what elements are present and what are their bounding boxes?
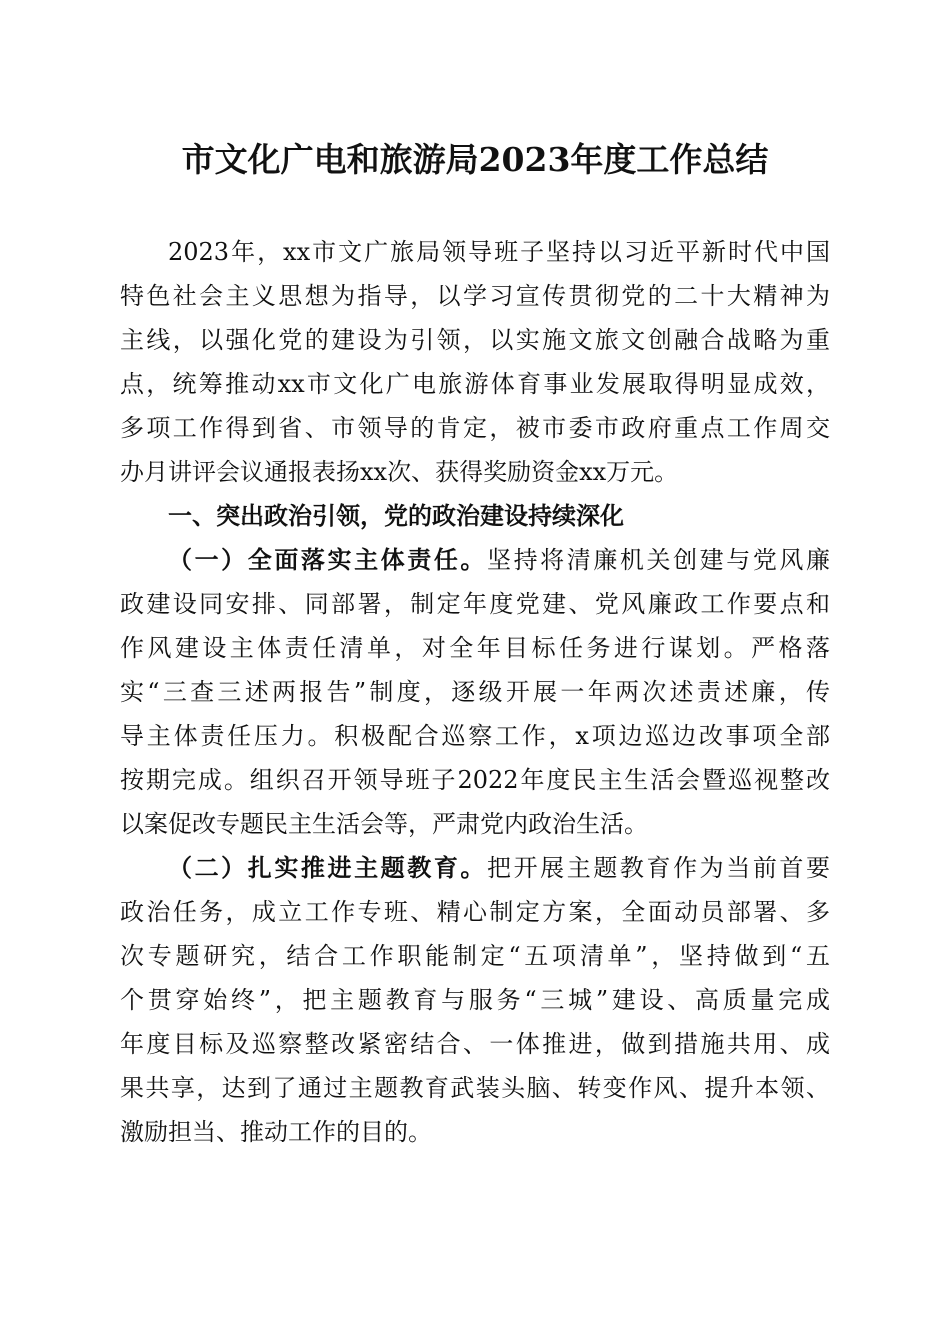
text-line: 激励担当、推动工作的目的。 (120, 1118, 432, 1146)
text-line: 以案促改专题民主生活会等，严肃党内政治生活。 (120, 810, 648, 838)
text-line: 导主体责任压力。积极配合巡察工作，x项边巡边改事项全部 (120, 722, 830, 750)
text-line: 政建设同安排、同部署，制定年度党建、党风廉政工作要点和 (120, 590, 830, 618)
text-line: 实“三查三述两报告”制度，逐级开展一年两次述责述廉，传 (120, 678, 830, 706)
text-line: 果共享，达到了通过主题教育武装头脑、转变作风、提升本领、 (120, 1074, 830, 1102)
text-line: 按期完成。组织召开领导班子2022年度民主生活会暨巡视整改 (120, 766, 830, 794)
text-line: 点，统筹推动xx市文化广电旅游体育事业发展取得明显成效， (120, 370, 830, 398)
subsection-lead: （一）全面落实主体责任。 (168, 545, 487, 574)
document-body (120, 230, 830, 1154)
section-heading: 一、突出政治引领，党的政治建设持续深化 (168, 502, 624, 530)
text-line: 次专题研究，结合工作职能制定“五项清单”，坚持做到“五 (120, 942, 830, 970)
text-line: 个贯穿始终”，把主题教育与服务“三城”建设、高质量完成 (120, 986, 830, 1014)
subsection-text: 把开展主题教育作为当前首要 (487, 854, 830, 882)
document-title: 市文化广电和旅游局2023年度工作总结 (181, 140, 769, 179)
text-line: 多项工作得到省、市领导的肯定，被市委市政府重点工作周交 (120, 414, 830, 442)
text-line: 政治任务，成立工作专班、精心制定方案，全面动员部署、多 (120, 898, 830, 926)
text-line: 作风建设主体责任清单，对全年目标任务进行谋划。严格落 (120, 634, 830, 662)
subsection-paragraph-2 (120, 846, 830, 1154)
subsection-paragraph-1 (120, 538, 830, 846)
text-line: 2023年，xx市文广旅局领导班子坚持以习近平新时代中国 (168, 238, 830, 266)
text-line (120, 846, 830, 890)
text-line: 办月讲评会议通报表扬xx次、获得奖励资金xx万元。 (120, 458, 679, 486)
text-line: 主线，以强化党的建设为引领，以实施文旅文创融合战略为重 (120, 326, 830, 354)
text-line: 特色社会主义思想为指导，以学习宣传贯彻党的二十大精神为 (120, 282, 830, 310)
text-line: 年度目标及巡察整改紧密结合、一体推进，做到措施共用、成 (120, 1030, 830, 1058)
subsection-text: 坚持将清廉机关创建与党风廉 (487, 546, 830, 574)
subsection-lead: （二）扎实推进主题教育。 (168, 853, 487, 882)
text-line (120, 538, 830, 582)
intro-paragraph (120, 230, 830, 494)
